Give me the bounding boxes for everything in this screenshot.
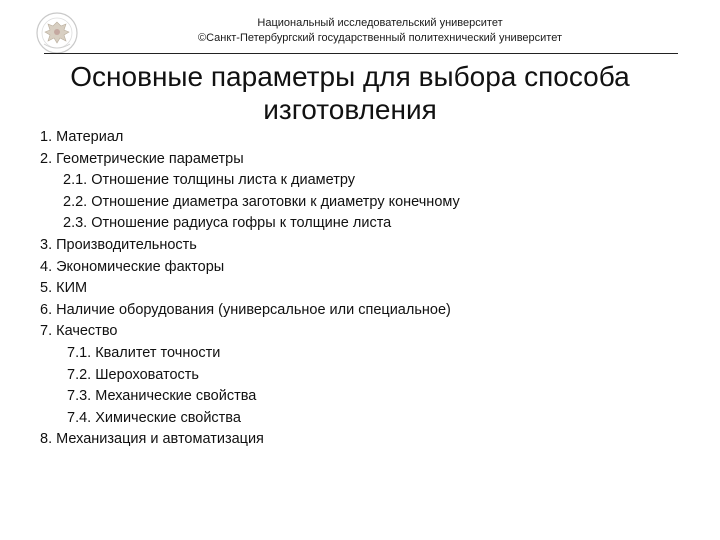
list-item: 5. КИМ xyxy=(40,280,88,297)
sub-list-item: 7.1. Квалитет точности xyxy=(67,344,221,361)
university-header xyxy=(100,16,660,46)
sub-list-item: 7.4. Химические свойства xyxy=(67,409,241,426)
sub-list-item: 7.2. Шероховатость xyxy=(67,366,199,383)
list-item: 6. Наличие оборудования (универсальное или специальное) xyxy=(40,301,451,318)
slide-title-line-1: Основные параметры для выбора способа xyxy=(70,61,630,92)
parameter-list xyxy=(40,127,700,451)
header-line-2: ©Санкт-Петербургский государственный политехнический университет xyxy=(197,32,563,44)
list-item: 4. Экономические факторы xyxy=(40,258,225,275)
sub-list-item: 2.2. Отношение диаметра заготовки к диаметру конечному xyxy=(63,193,460,210)
slide-title-line-2: изготовления xyxy=(263,94,437,125)
list-item: 2. Геометрические параметры xyxy=(40,150,244,167)
university-emblem-icon xyxy=(30,10,84,56)
sub-list-item: 2.3. Отношение радиуса гофры к толщине листа xyxy=(63,215,392,232)
header-divider xyxy=(44,53,678,54)
list-item: 1. Материал xyxy=(40,129,124,145)
sub-list-item: 7.3. Механические свойства xyxy=(67,388,257,405)
list-item: 7. Качество xyxy=(40,323,118,340)
list-item: 3. Производительность xyxy=(40,236,197,253)
sub-list-item: 2.1. Отношение толщины листа к диаметру xyxy=(63,172,355,189)
list-item: 8. Механизация и автоматизация xyxy=(40,431,264,448)
slide-title xyxy=(40,60,660,126)
header-line-1: Национальный исследовательский университет xyxy=(257,17,503,29)
